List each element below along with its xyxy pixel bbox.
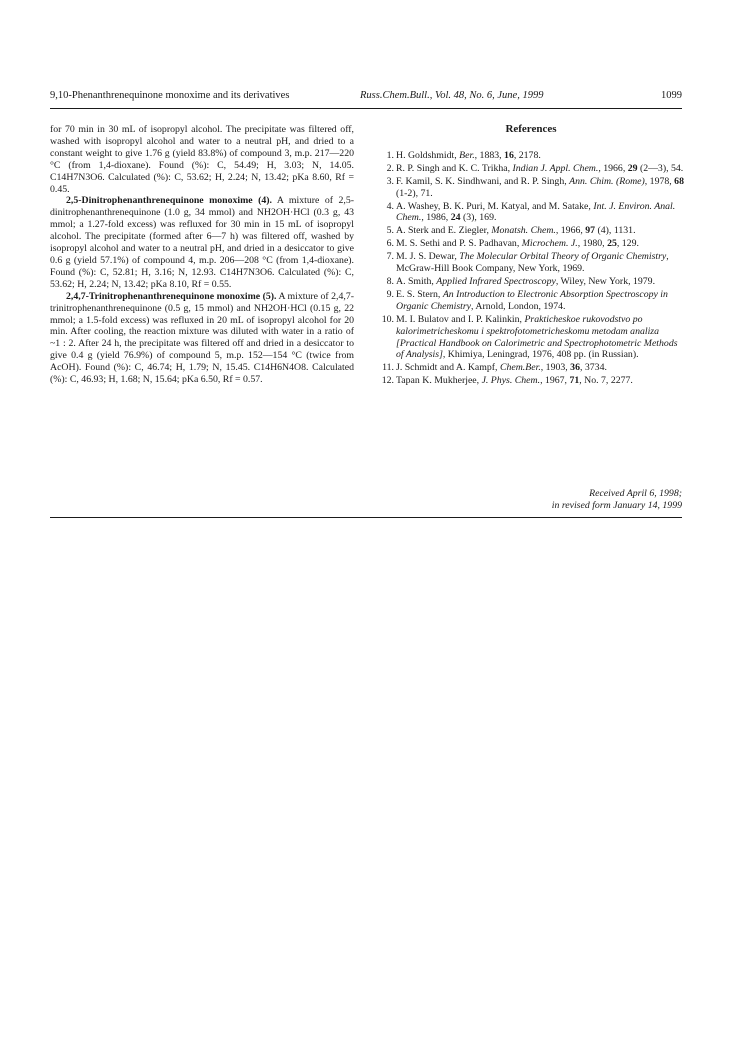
reference-source: An Introduction to Electronic Absorption Spectroscopy in Organic Chemistry <box>396 288 668 312</box>
header-page-number: 1099 <box>661 90 682 101</box>
reference-number: 10. <box>381 313 394 325</box>
reference-number: 2. <box>386 162 394 174</box>
reference-details: , Khimiya, Leningrad, 1976, 408 pp. (in Russian). <box>442 349 639 361</box>
reference-details: , 1883, <box>474 149 505 161</box>
reference-item <box>378 362 684 374</box>
compound-5-body: A mixture of 2,4,7-trinitrophenanthrenequinone (0.5 g, 15 mmol) and NH2OH·HCl (0.15 g, 22 mmol; a 1.5-fold excess) was refluxed in 20 mL of isopropyl alcohol for 20 min. After cooling, the reaction mixture was diluted with water in a ratio of ~1 : 2. After 24 h, the precipitate was filtered off and dried in a desiccator to give 0.4 g (yield 76.9%) of compound 5, m.p. 152—154 °C (twice from AcOH). Found (%): C, 46.74; H, 1.79; N, 15.45. C14H6N4O8. Calculated (%): C, 46.93; H, 1.68; N, 15.64; pKa 6.50, Rf = 0.57. <box>50 290 355 386</box>
reference-pages: (1-2), 71. <box>396 187 433 199</box>
reference-details: , Arnold, London, 1974. <box>471 300 566 312</box>
received-line: Received April 6, 1998; <box>589 488 682 499</box>
reference-volume: 71 <box>569 375 580 387</box>
reference-number: 8. <box>386 275 394 287</box>
compound-4-title: 2,5-Dinitrophenanthrenequinone monoxime (4). <box>66 195 272 207</box>
header-journal: Russ.Chem.Bull., Vol. 48, No. 6, June, 1999 <box>360 90 544 101</box>
reference-details: , 1966, <box>555 225 586 237</box>
reference-authors: M. I. Bulatov and I. P. Kalinkin, <box>396 313 525 325</box>
reference-source: The Molecular Orbital Theory of Organic Chemistry <box>459 251 667 263</box>
reference-item <box>378 225 684 237</box>
reference-source: Ber. <box>459 149 475 161</box>
reference-source: Prakticheskoe rukovodstvo po kalorimetricheskomu i spektrofotometricheskomu metodam analiza [Practical Handbook on Calorimetric and Spectrophotometric Methods of Analysis] <box>396 313 678 361</box>
revised-line: in revised form January 14, 1999 <box>551 500 682 511</box>
paragraph-compound-3: for 70 min in 30 mL of isopropyl alcohol. The precipitate was filtered off, washed with isopropyl alcohol and water to a neutral pH, and dried to a constant weight to give 1.76 g (yield 83.8%) of compound 3, m.p. 217—220 °C (from 1,4-dioxane). Found (%): C, 54.49; H, 3.03; N, 14.05. C14H7N3O6. Calculated (%): C, 53.62; H, 2.24; N, 13.42; pKa 8.60, Rf = 0.45. <box>50 124 354 195</box>
reference-authors: Tapan K. Mukherjee, <box>396 375 482 387</box>
compound-5-title: 2,4,7-Trinitrophenanthrenequinone monoxime (5). <box>66 290 277 302</box>
reference-details: , 1967, <box>540 375 570 387</box>
running-header <box>50 88 682 109</box>
reference-source: J. Phys. Chem. <box>481 375 541 387</box>
reference-source: Ann. Chim. (Rome) <box>569 175 645 187</box>
reference-number: 7. <box>386 251 394 263</box>
reference-details: , 1903, <box>540 362 571 374</box>
reference-number: 1. <box>386 149 394 161</box>
reference-number: 12. <box>381 375 394 387</box>
reference-volume: 24 <box>450 212 461 224</box>
reference-details: , Wiley, New York, 1979. <box>555 275 656 287</box>
reference-item <box>378 163 684 175</box>
reference-number: 6. <box>386 238 394 250</box>
reference-volume: 25 <box>607 238 617 250</box>
received-dates <box>378 488 682 512</box>
reference-authors: A. Smith, <box>396 275 437 287</box>
references-list <box>378 150 684 387</box>
reference-authors: M. J. S. Dewar, <box>396 251 460 263</box>
reference-number: 9. <box>386 288 394 300</box>
reference-pages: (4), 1131. <box>595 225 636 237</box>
reference-pages: , 129. <box>616 238 639 250</box>
references-heading: References <box>505 123 557 135</box>
reference-details: , 1986, <box>421 212 451 224</box>
reference-number: 3. <box>386 175 394 187</box>
header-article-title: 9,10-Phenanthrenequinone monoxime and its derivatives <box>50 90 290 101</box>
reference-source: Indian J. Appl. Chem. <box>512 162 599 174</box>
reference-authors: E. S. Stern, <box>396 288 443 300</box>
paragraph-compound-5 <box>50 291 354 386</box>
reference-details: , 1980, <box>577 238 608 250</box>
reference-authors: M. S. Sethi and P. S. Padhavan, <box>396 238 522 250</box>
reference-number: 11. <box>382 362 394 374</box>
reference-authors: F. Kamil, S. K. Sindhwani, and R. P. Singh, <box>396 175 570 187</box>
reference-volume: 97 <box>585 225 596 237</box>
reference-authors: J. Schmidt and A. Kampf, <box>396 362 500 374</box>
reference-item <box>378 201 684 225</box>
reference-authors: A. Washey, B. K. Puri, M. Katyal, and M. Satake, <box>396 200 594 212</box>
reference-volume: 29 <box>627 162 638 174</box>
reference-source: Applied Infrared Spectroscopy <box>436 275 556 287</box>
reference-details: , McGraw-Hill Book Company, New York, 1969. <box>396 251 669 275</box>
reference-item <box>378 276 684 288</box>
reference-source: Monatsh. Chem. <box>491 225 556 237</box>
reference-details: , 1966, <box>598 162 628 174</box>
reference-item <box>378 251 684 275</box>
reference-volume: 16 <box>504 149 514 161</box>
reference-details: , 1978, <box>644 175 675 187</box>
compound-4-body: A mixture of 2,5-dinitrophenanthrenequinone (1.0 g, 34 mmol) and NH2OH·HCl (0.3 g, 43 mmol; a 1.27-fold excess) was refluxed for 30 min in 15 mL of isopropyl alcohol. The precipitate (formed after 6—7 h) was filtered off, washed by isopropyl alcohol and water to a neutral pH, and dried in a desiccator to give 0.6 g (yield 57.1%) of compound 4, m.p. 206—208 °C (from 1,4-dioxane). Found (%): C, 52.81; H, 3.16; N, 12.93. C14H7N3O6. Calculated (%): C, 53.62; H, 2.24; N, 13.42; pKa 8.10, Rf = 0.55. <box>50 195 354 290</box>
reference-item <box>378 289 684 313</box>
reference-item <box>378 176 684 200</box>
reference-number: 4. <box>386 200 394 212</box>
reference-pages: (2—3), 54. <box>637 162 684 174</box>
left-column <box>50 124 354 386</box>
reference-authors: A. Sterk and E. Ziegler, <box>396 225 492 237</box>
reference-source: Microchem. J. <box>521 238 578 250</box>
reference-item <box>378 238 684 250</box>
reference-number: 5. <box>386 225 394 237</box>
reference-pages: , 3734. <box>579 362 607 374</box>
reference-volume: 36 <box>570 362 580 374</box>
bottom-rule <box>50 517 682 518</box>
paragraph-compound-4 <box>50 195 354 290</box>
reference-pages: (3), 169. <box>460 212 497 224</box>
reference-source: Int. J. Environ. Anal. Chem. <box>396 200 676 224</box>
reference-pages: , 2178. <box>513 149 541 161</box>
reference-pages: , No. 7, 2277. <box>579 375 633 387</box>
reference-item <box>378 314 684 362</box>
reference-volume: 68 <box>674 175 684 187</box>
references-column <box>378 124 684 388</box>
reference-source: Chem.Ber. <box>499 362 541 374</box>
reference-item <box>378 150 684 162</box>
reference-authors: H. Goldshmidt, <box>396 149 460 161</box>
reference-authors: R. P. Singh and K. C. Trikha, <box>396 162 513 174</box>
reference-item <box>378 375 684 387</box>
